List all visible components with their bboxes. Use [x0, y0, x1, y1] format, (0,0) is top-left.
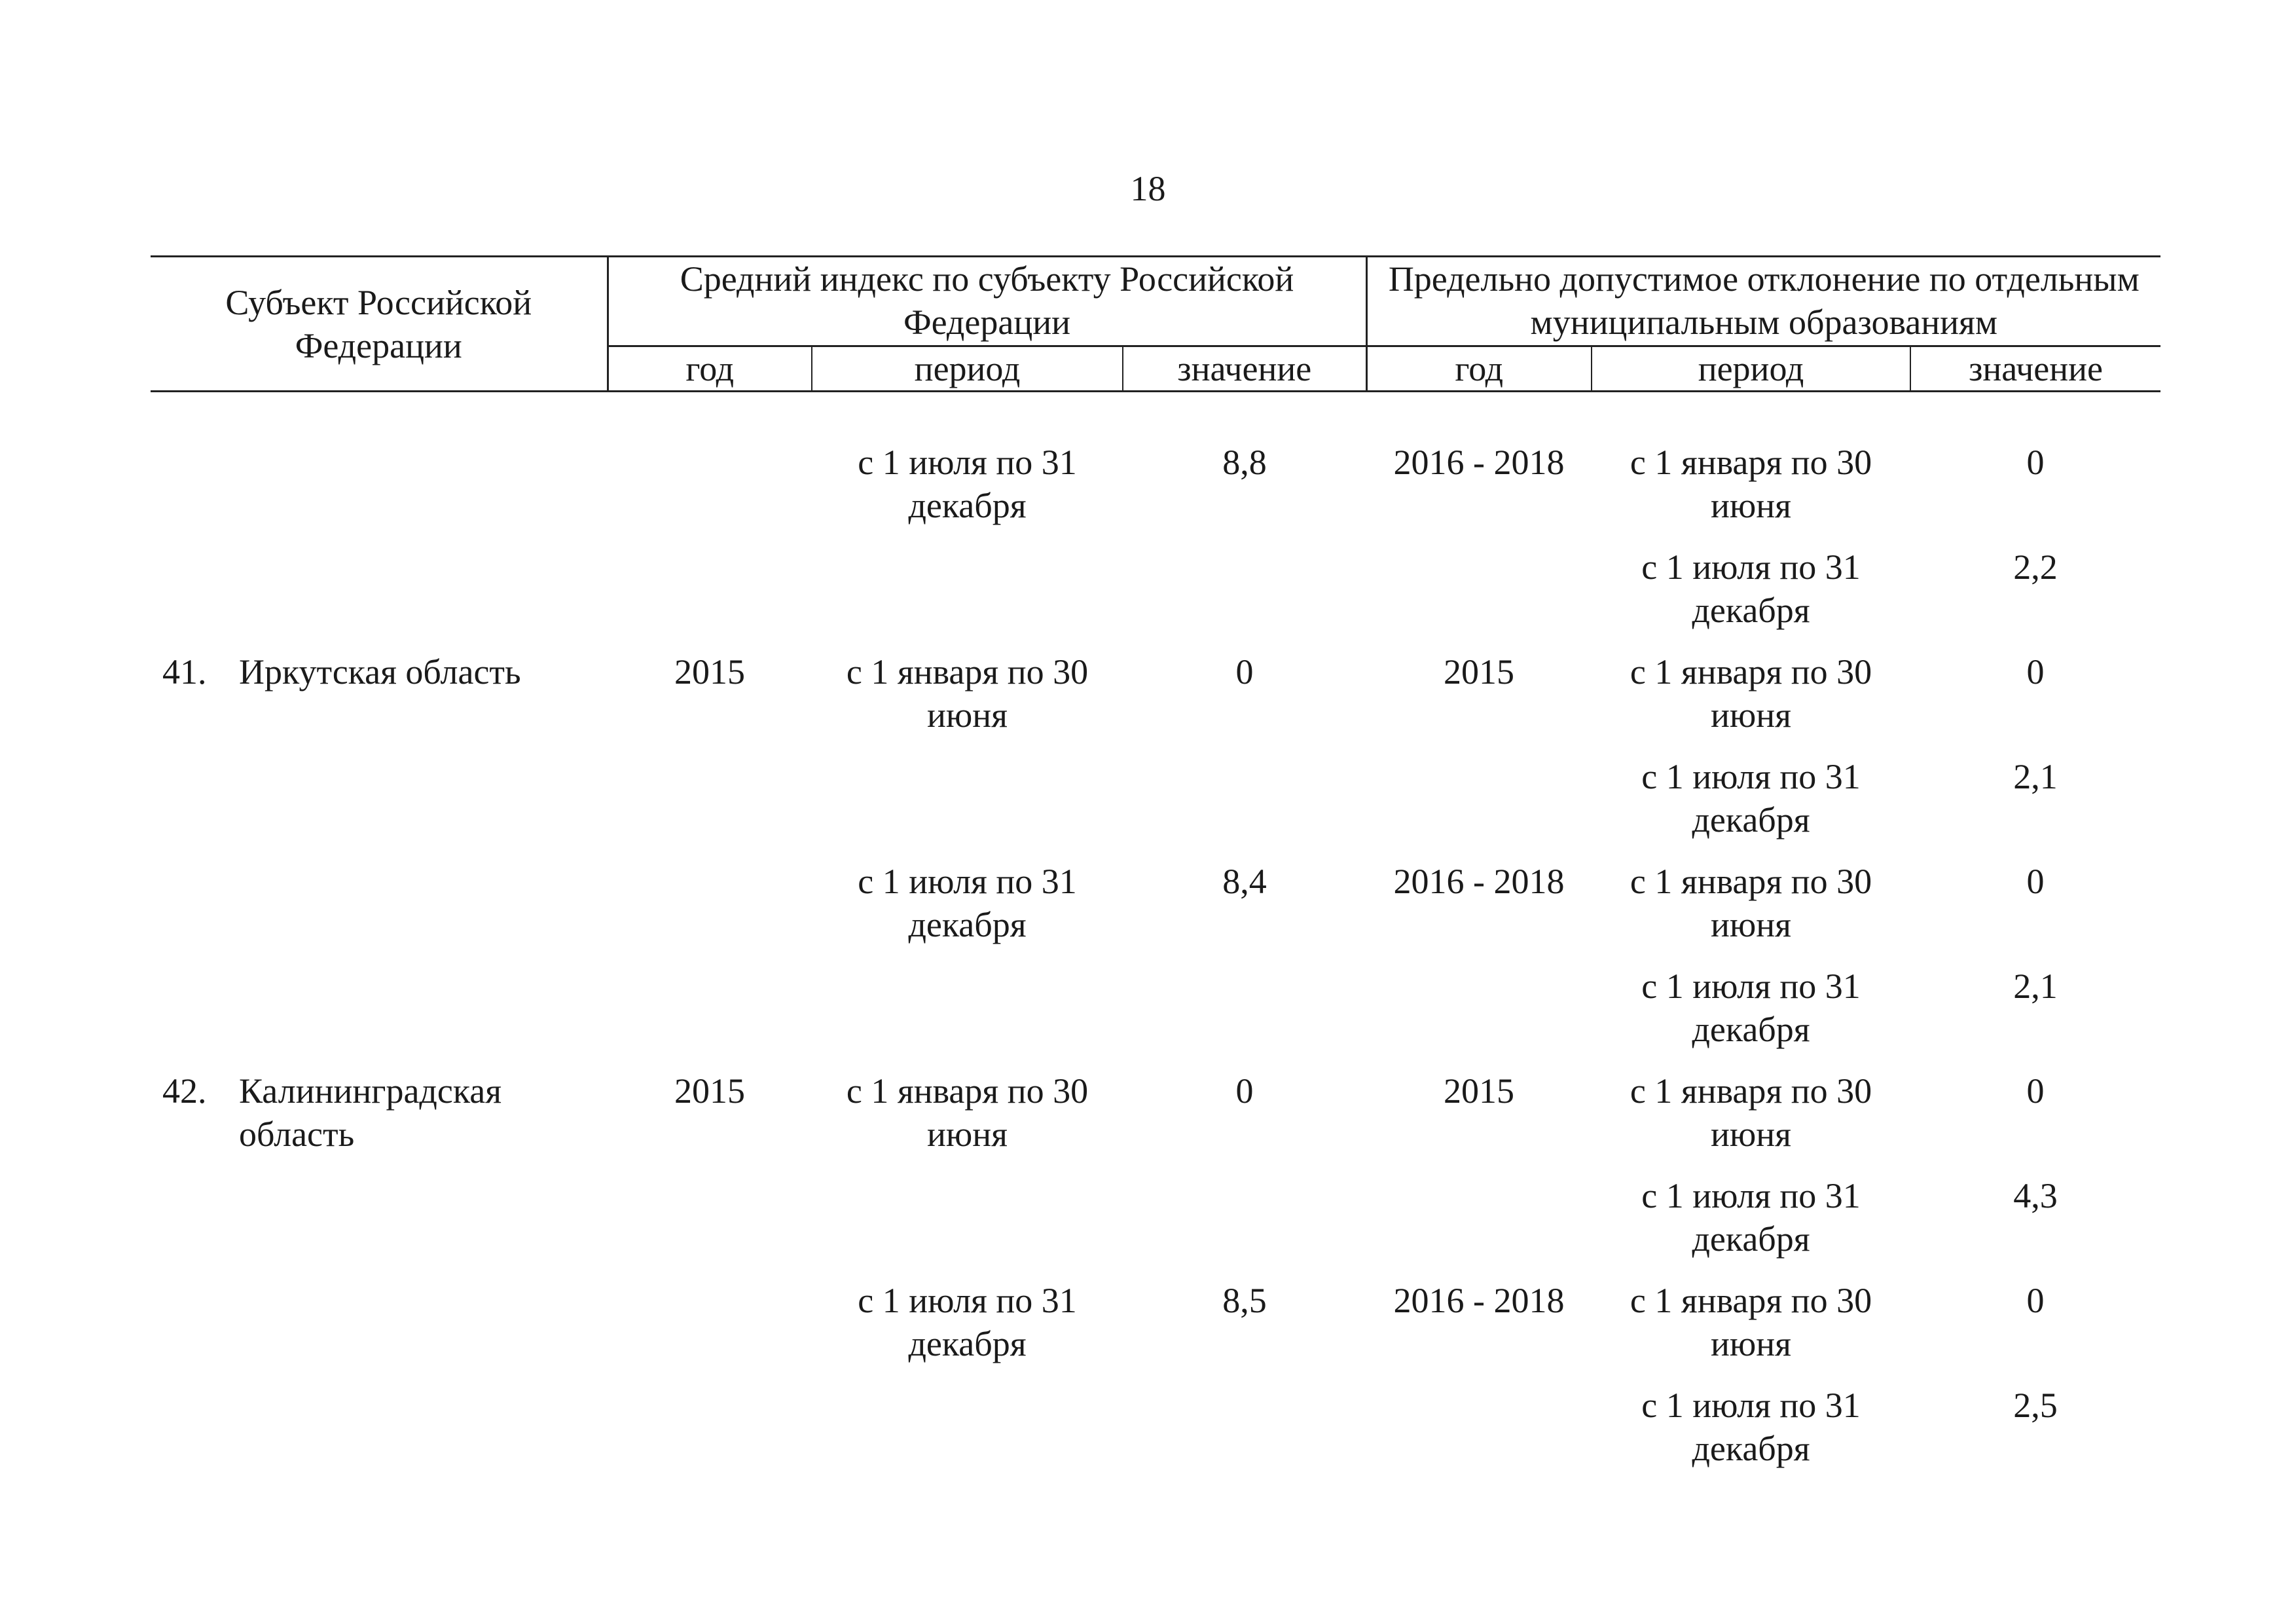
header-value-b: значение — [1910, 346, 2160, 392]
header-value-a: значение — [1123, 346, 1366, 392]
average-value-cell: 0 — [1235, 1071, 1254, 1111]
row-number-cell — [151, 1174, 226, 1279]
header-period-b: период — [1592, 346, 1910, 392]
deviation-period-cell: с 1 января по 30 июня — [1630, 443, 1872, 525]
average-value-cell — [1123, 545, 1366, 650]
table-row — [151, 392, 2160, 546]
deviation-year-cell: 2016 - 2018 — [1393, 862, 1565, 901]
average-year-cell: 2015 — [674, 652, 746, 692]
row-number-cell — [151, 1279, 226, 1384]
subject-name-cell — [226, 1174, 608, 1279]
subject-name-cell: Иркутская область — [239, 652, 521, 692]
deviation-value-cell: 0 — [2026, 652, 2045, 692]
deviation-period-cell: с 1 января по 30 июня — [1630, 862, 1872, 944]
header-period-a: период — [812, 346, 1123, 392]
row-number-cell: 41. — [162, 652, 207, 692]
table-row — [151, 1384, 2160, 1488]
deviation-value-cell: 0 — [2026, 862, 2045, 901]
average-year-cell — [608, 860, 812, 965]
table-row — [151, 965, 2160, 1069]
average-year-cell — [608, 1174, 812, 1279]
table-header — [151, 257, 2160, 392]
deviation-value-cell: 0 — [2026, 1071, 2045, 1111]
deviation-year-cell — [1366, 1384, 1592, 1488]
average-period-cell — [812, 965, 1123, 1069]
header-year-b: год — [1366, 346, 1592, 392]
table-body — [151, 392, 2160, 1489]
average-year-cell — [608, 965, 812, 1069]
average-value-cell: 8,5 — [1222, 1281, 1267, 1320]
header-year-a: год — [608, 346, 812, 392]
subject-name-cell — [226, 1384, 608, 1488]
subject-name-cell — [226, 392, 608, 546]
average-period-cell: с 1 июля по 31 декабря — [858, 862, 1077, 944]
deviation-period-cell: с 1 января по 30 июня — [1630, 652, 1872, 735]
average-year-cell — [608, 1384, 812, 1488]
subject-name-cell — [226, 860, 608, 965]
average-value-cell: 8,8 — [1222, 443, 1267, 482]
average-value-cell — [1123, 965, 1366, 1069]
average-value-cell — [1123, 755, 1366, 860]
average-period-cell: с 1 июля по 31 декабря — [858, 443, 1077, 525]
subject-name-cell — [226, 1279, 608, 1384]
deviation-year-cell: 2016 - 2018 — [1393, 1281, 1565, 1320]
deviation-table-container — [151, 255, 2160, 1488]
deviation-period-cell: с 1 июля по 31 декабря — [1641, 1176, 1861, 1259]
deviation-table — [151, 255, 2160, 1488]
subject-name-cell — [226, 965, 608, 1069]
average-period-cell — [812, 755, 1123, 860]
table-row — [151, 1174, 2160, 1279]
table-row — [151, 1279, 2160, 1384]
deviation-value-cell: 2,1 — [2013, 967, 2058, 1006]
average-year-cell — [608, 1279, 812, 1384]
average-period-cell — [812, 1174, 1123, 1279]
average-year-cell: 2015 — [674, 1071, 746, 1111]
table-row — [151, 545, 2160, 650]
subject-name-cell: Калининградская область — [239, 1071, 502, 1154]
header-max-deviation: Предельно допустимое отклонение по отдельным муниципальным образованиям — [1366, 257, 2160, 346]
subject-name-cell — [226, 545, 608, 650]
average-period-cell — [812, 1384, 1123, 1488]
average-period-cell — [812, 545, 1123, 650]
subject-name-cell — [226, 755, 608, 860]
deviation-period-cell: с 1 июля по 31 декабря — [1641, 1386, 1861, 1468]
average-year-cell — [608, 755, 812, 860]
deviation-value-cell: 2,1 — [2013, 757, 2058, 796]
deviation-period-cell: с 1 января по 30 июня — [1630, 1281, 1872, 1363]
deviation-year-cell — [1366, 965, 1592, 1069]
deviation-value-cell: 2,2 — [2013, 547, 2058, 587]
table-row — [151, 1069, 2160, 1174]
row-number-cell — [151, 545, 226, 650]
row-number-cell — [151, 1384, 226, 1488]
row-number-cell — [151, 965, 226, 1069]
deviation-value-cell: 2,5 — [2013, 1386, 2058, 1425]
deviation-period-cell: с 1 июля по 31 декабря — [1641, 547, 1861, 630]
average-value-cell — [1123, 1174, 1366, 1279]
average-period-cell: с 1 июля по 31 декабря — [858, 1281, 1077, 1363]
deviation-year-cell — [1366, 755, 1592, 860]
page-number: 18 — [1130, 169, 1166, 208]
deviation-value-cell: 0 — [2026, 1281, 2045, 1320]
row-number-cell — [151, 860, 226, 965]
average-value-cell: 0 — [1235, 652, 1254, 692]
deviation-period-cell: с 1 июля по 31 декабря — [1641, 757, 1861, 840]
average-value-cell — [1123, 1384, 1366, 1488]
deviation-period-cell: с 1 июля по 31 декабря — [1641, 967, 1861, 1049]
row-number-cell: 42. — [162, 1071, 207, 1111]
deviation-year-cell — [1366, 545, 1592, 650]
average-value-cell: 8,4 — [1222, 862, 1267, 901]
average-year-cell — [608, 392, 812, 546]
header-average-index: Средний индекс по субъекту Российской Федерации — [608, 257, 1366, 346]
deviation-year-cell: 2015 — [1444, 1071, 1515, 1111]
table-row — [151, 650, 2160, 755]
table-row — [151, 755, 2160, 860]
deviation-value-cell: 0 — [2026, 443, 2045, 482]
average-period-cell: с 1 января по 30 июня — [846, 1071, 1089, 1154]
row-number-cell — [151, 392, 226, 546]
average-period-cell: с 1 января по 30 июня — [846, 652, 1089, 735]
deviation-period-cell: с 1 января по 30 июня — [1630, 1071, 1872, 1154]
table-row — [151, 860, 2160, 965]
header-subject: Субъект Российской Федерации — [151, 257, 608, 392]
deviation-year-cell: 2015 — [1444, 652, 1515, 692]
row-number-cell — [151, 755, 226, 860]
deviation-value-cell: 4,3 — [2013, 1176, 2058, 1215]
average-year-cell — [608, 545, 812, 650]
deviation-year-cell — [1366, 1174, 1592, 1279]
deviation-year-cell: 2016 - 2018 — [1393, 443, 1565, 482]
